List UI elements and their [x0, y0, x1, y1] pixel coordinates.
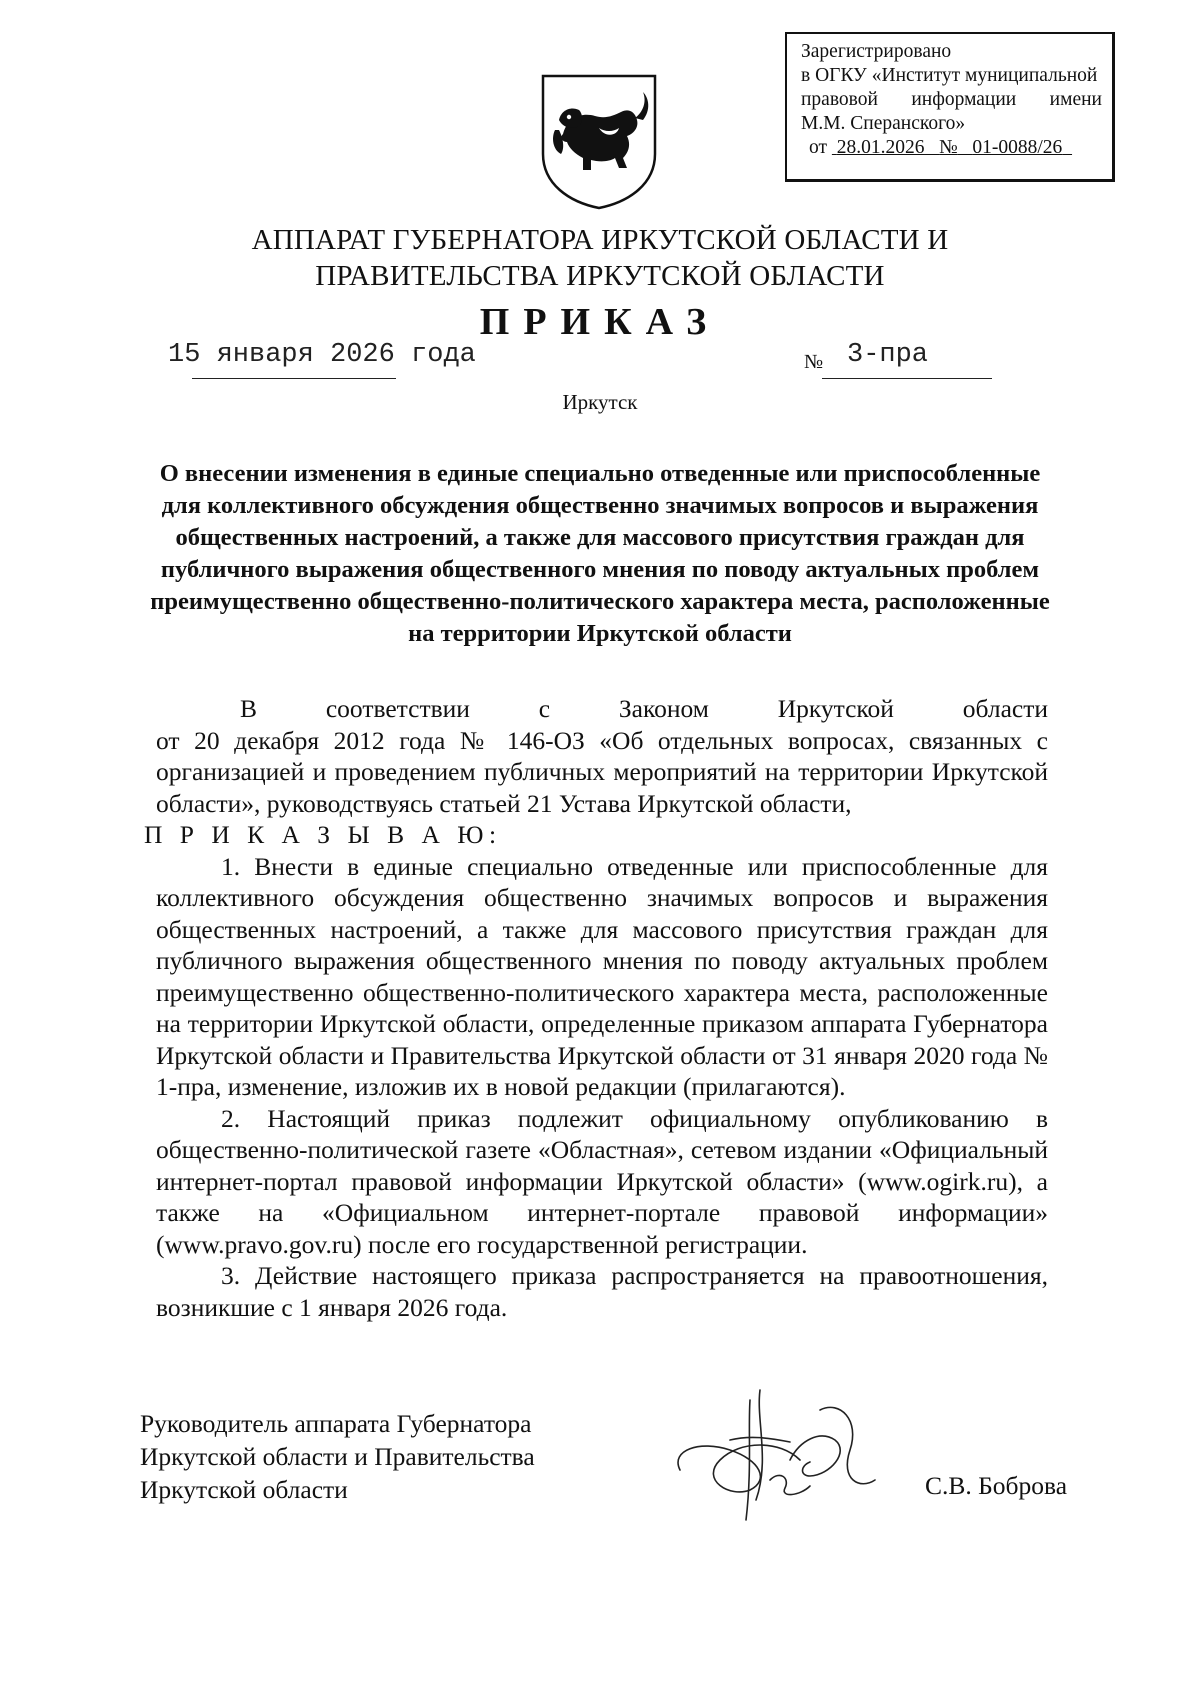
irkutsk-coat-of-arms-icon: [539, 72, 659, 212]
preamble-first-line: В соответствии с Законом Иркутской области: [240, 694, 1048, 723]
signatory-name: С.В. Боброва: [925, 1471, 1068, 1500]
order-number: 3-пра: [847, 340, 929, 370]
date-underline: [192, 378, 396, 379]
registration-stamp: [785, 32, 1115, 182]
signatory-position-line: Иркутской области и Правительства: [140, 1442, 535, 1471]
organization-name: [150, 222, 1050, 294]
signatory-position: [140, 1407, 535, 1506]
organization-name-line: ПРАВИТЕЛЬСТВА ИРКУТСКОЙ ОБЛАСТИ: [315, 260, 885, 292]
signatory-position-line: Руководитель аппарата Губернатора: [140, 1409, 532, 1438]
stamp-number-sign: №: [939, 137, 958, 158]
stamp-line: в ОГКУ «Институт муниципальной: [801, 65, 1098, 86]
order-number-sign: №: [804, 351, 824, 373]
number-underline: [822, 378, 992, 379]
order-body: [144, 693, 1048, 1323]
order-item: 2. Настоящий приказ подлежит официальному опубликованию в общественно-политической газете «Областная», сетевом издании «Официальный интернет-портал правовой информации Иркутской области» (www.ogirk.ru), а также на «Официальном интернет-портале правовой информации» (www.pravo.gov.ru) после его государственной регистрации.: [156, 1103, 1048, 1259]
signatory-position-line: Иркутской области: [140, 1475, 348, 1504]
stamp-word: правовой: [801, 89, 878, 110]
stamp-word: информации: [911, 89, 1017, 110]
organization-name-line: АППАРАТ ГУБЕРНАТОРА ИРКУТСКОЙ ОБЛАСТИ И: [251, 224, 949, 256]
stamp-date: 28.01.2026: [836, 137, 925, 158]
order-item: 3. Действие настоящего приказа распространяется на правоотношения, возникшие с 1 января 2026 года.: [156, 1261, 1048, 1322]
stamp-word: имени: [1049, 89, 1102, 110]
stamp-line: Зарегистрировано: [801, 41, 952, 62]
stamp-number: 01-0088/26: [972, 137, 1063, 158]
preamble-text: от 20 декабря 2012 года № 146-ОЗ «Об отдельных вопросах, связанных с организацией и проведением публичных мероприятий на территории Иркутской области», руководствуясь статьей 21 Устава Иркутской области,: [156, 725, 1048, 818]
stamp-line: [801, 88, 1102, 112]
stamp-registration-row: [801, 136, 1102, 160]
prikazyvayu-label: П Р И К А З Ы В А Ю:: [144, 820, 502, 849]
order-heading: О внесении изменения в единые специально отведенные или приспособленные для коллективного обсуждения общественно значимых вопросов и выражения общественных настроений, а также для массового присутствия граждан для публичного выражения общественного мнения по поводу актуальных проблем преимущественно общественно-политического характера места, расположенные на территории Иркутской области: [150, 460, 1050, 647]
stamp-line: М.М. Сперанского»: [801, 113, 966, 134]
order-date: 15 января 2026 года: [168, 340, 476, 370]
city: Иркутск: [562, 390, 638, 414]
stamp-date-prefix: от: [809, 137, 828, 158]
handwritten-signature: [660, 1380, 890, 1530]
document-type-title: ПРИКАЗ: [479, 301, 721, 343]
order-item: 1. Внести в единые специально отведенные или приспособленные для коллективного обсуждения общественно значимых вопросов и выражения общественных настроений, а также для массового присутствия граждан для публичного выражения общественного мнения по поводу актуальных проблем преимущественно общественно-политического характера места, расположенные на территории Иркутской области, определенные приказом аппарата Губернатора Иркутской области и Правительства Иркутской области от 31 января 2020 года № 1-пра, изменение, изложив их в новой редакции (прилагаются).: [156, 851, 1048, 1101]
